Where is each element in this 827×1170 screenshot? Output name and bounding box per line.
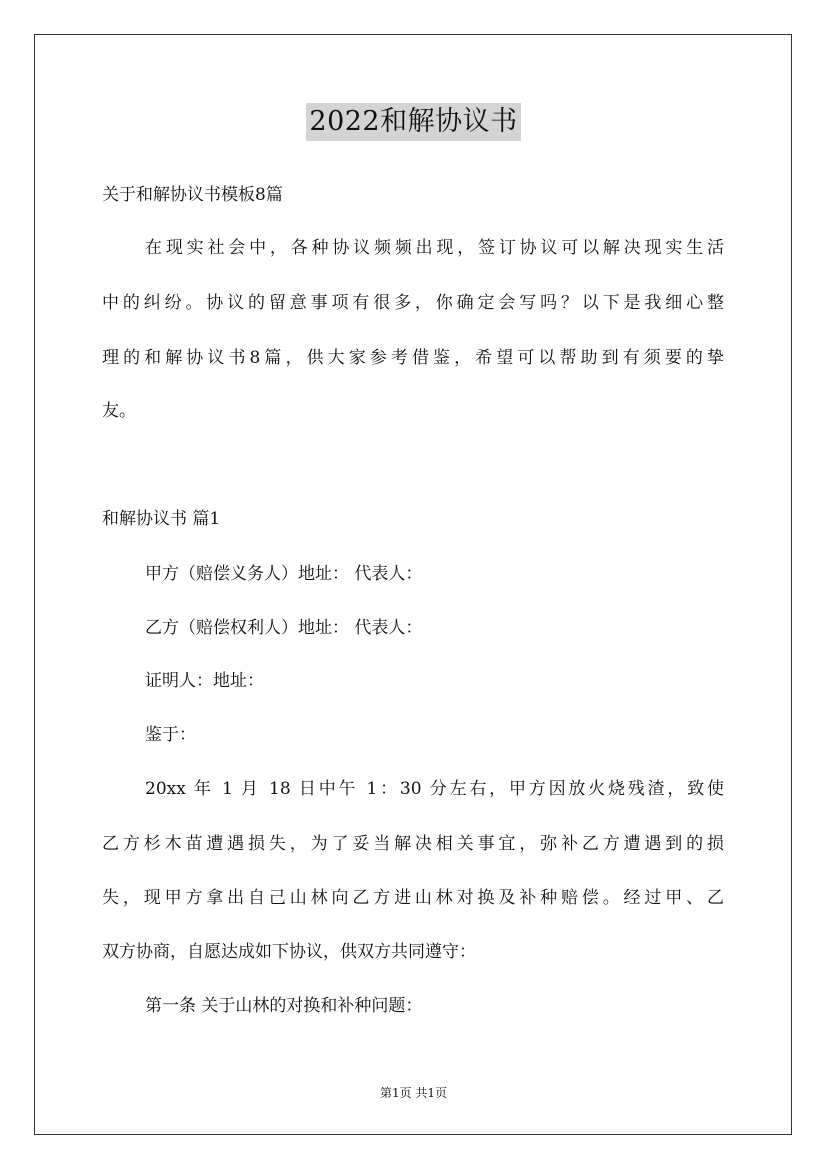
page-footer: 第1页 共1页 (379, 1086, 448, 1100)
intro-line-1: 在现实社会中，各种协议频频出现，签订协议可以解决现实生活 (145, 238, 724, 258)
body-line-2: 乙方杉木苗遭遇损失，为了妥当解决相关事宜，弥补乙方遭遇到的损 (102, 834, 724, 854)
intro-line-4: 友。 (102, 401, 136, 421)
intro-line-2: 中的纠纷。协议的留意事项有很多，你确定会写吗？以下是我细心整 (102, 293, 724, 313)
article-one: 第一条 关于山林的对换和补种问题： (145, 996, 423, 1016)
party-b-line: 乙方（赔偿权利人）地址： 代表人： (145, 618, 423, 638)
body-line-4: 双方协商，自愿达成如下协议，供双方共同遵守： (102, 942, 476, 962)
party-a-line: 甲方（赔偿义务人）地址： 代表人： (145, 564, 423, 584)
document-title: 2022和解协议书 (306, 103, 520, 141)
body-line-3: 失，现甲方拿出自己山林向乙方进山林对换及补种赔偿。经过甲、乙 (102, 888, 724, 908)
section-heading: 和解协议书 篇1 (102, 509, 221, 529)
whereas-line: 鉴于： (145, 725, 196, 745)
intro-heading: 关于和解协议书模板8篇 (102, 185, 283, 205)
body-line-1: 20xx 年 1 月 18 日中午 1：30 分左右，甲方因放火烧残渣，致使 (145, 779, 724, 799)
intro-line-3: 理的和解协议书8篇，供大家参考借鉴，希望可以帮助到有须要的挚 (102, 348, 724, 368)
witness-line: 证明人：地址： (145, 671, 264, 691)
title-container (0, 103, 827, 141)
